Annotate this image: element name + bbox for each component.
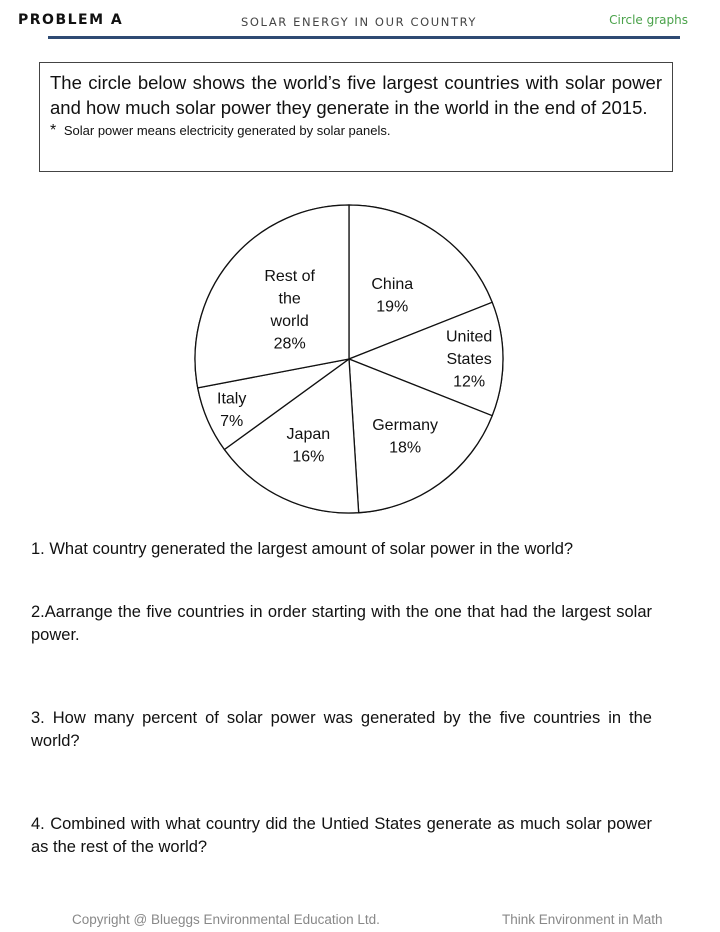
intro-box [39,62,673,172]
problem-label: PROBLEM A [18,12,124,28]
slice-label-japan: Japan 16% [286,426,331,466]
slice-label-united-states: United States 12% [445,328,493,391]
header-rule [48,36,680,39]
pie-chart [0,190,720,530]
worksheet-title: SOLAR ENERGY IN OUR COUNTRY [241,15,478,29]
footer-copyright: Copyright @ Blueggs Environmental Education Ltd. [72,912,380,927]
question-2: 2.Aarrange the five countries in order starting with the one that had the largest solar power. [31,603,652,644]
note-text: Solar power means electricity generated by solar panels. [63,123,391,138]
question-3: 3. How many percent of solar power was generated by the five countries in the world? [31,709,652,750]
slice-label-germany: Germany 18% [372,416,439,457]
question-4: 4. Combined with what country did the Untied States generate as much solar power as the rest of the world? [31,815,652,856]
slice-label-china: China 19% [371,276,414,316]
intro-note [50,122,662,140]
pie-slice-rest-of-the-world [195,205,349,388]
note-asterisk: * [50,122,57,139]
footer-tagline: Think Environment in Math [502,912,663,927]
intro-text: The circle below shows the world’s five largest countries with solar power and how much solar power they generate in the world in the end of 2015. [50,72,662,118]
question-1: 1. What country generated the largest amount of solar power in the world? [31,540,574,558]
section-label: Circle graphs [609,13,688,27]
slice-label-italy: Italy 7% [217,390,247,431]
slice-label-rest-of-the-world: Rest of the world 28% [264,268,316,353]
